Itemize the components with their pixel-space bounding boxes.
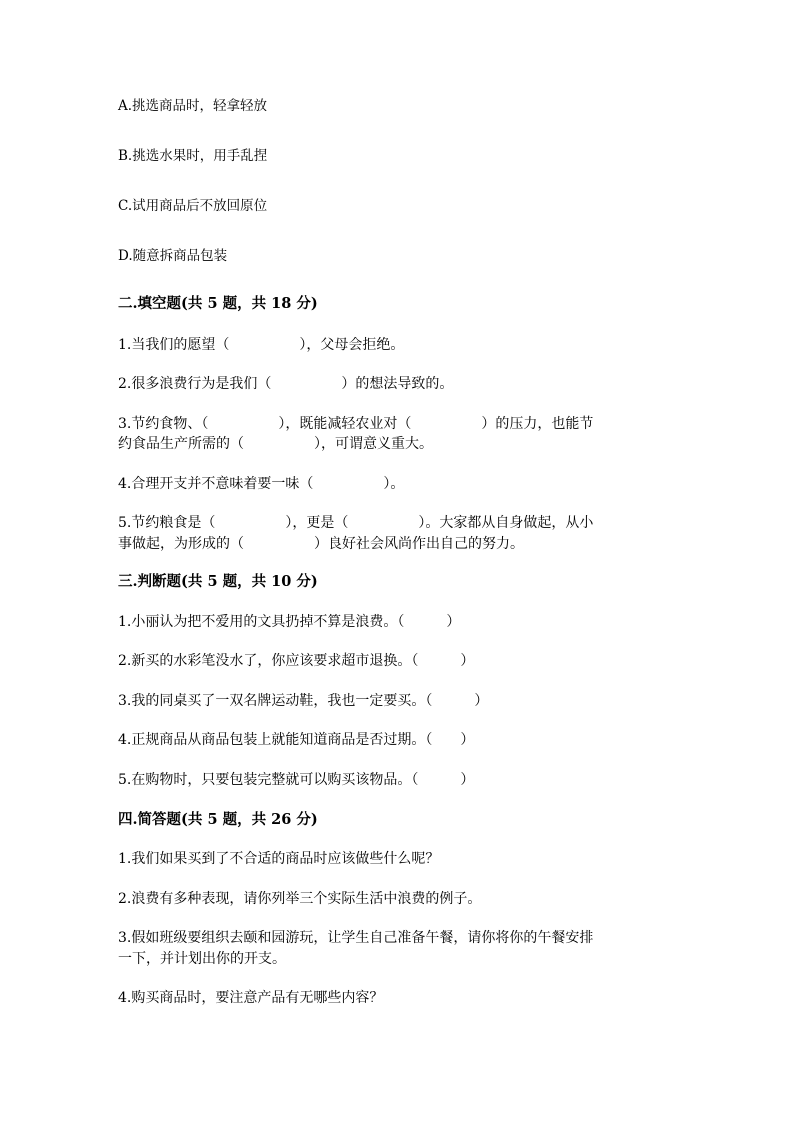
short-answer-question-1: 1.我们如果买到了不合适的商品时应该做些什么呢？ bbox=[118, 851, 440, 867]
fill-question-3-line-2: 约食品生产所需的（ ），可谓意义重大。 bbox=[118, 436, 433, 452]
fill-question-5-line-1: 5.节约粮食是（ ），更是（ ）。大家都从自身做起，从小 bbox=[118, 515, 594, 531]
judge-question-5: 5.在购物时，只要包装完整就可以购买该物品。（ ） bbox=[118, 772, 475, 788]
section-4-title: 四.简答题(共 5 题，共 26 分) bbox=[118, 811, 318, 828]
fill-question-4: 4.合理开支并不意味着要一味（ ）。 bbox=[118, 476, 405, 492]
fill-question-2: 2.很多浪费行为是我们（ ）的想法导致的。 bbox=[118, 376, 454, 392]
short-answer-question-2: 2.浪费有多种表现，请你列举三个实际生活中浪费的例子。 bbox=[118, 891, 482, 907]
option-d: D.随意拆商品包装 bbox=[118, 248, 228, 264]
fill-question-5-line-2: 事做起，为形成的（ ）良好社会风尚作出自己的努力。 bbox=[118, 536, 524, 552]
fill-question-3-line-1: 3.节约食物、（ ），既能减轻农业对（ ）的压力，也能节 bbox=[118, 416, 594, 432]
option-b: B.挑选水果时，用手乱捏 bbox=[118, 148, 268, 164]
option-a: A.挑选商品时，轻拿轻放 bbox=[118, 98, 268, 114]
short-answer-question-3-line-1: 3.假如班级要组织去颐和园游玩，让学生自己准备午餐，请你将你的午餐安排 bbox=[118, 930, 594, 946]
option-c: C.试用商品后不放回原位 bbox=[118, 198, 268, 214]
judge-question-4: 4.正规商品从商品包装上就能知道商品是否过期。（ ） bbox=[118, 732, 475, 748]
judge-question-3: 3.我的同桌买了一双名牌运动鞋，我也一定要买。（ ） bbox=[118, 693, 489, 709]
judge-question-2: 2.新买的水彩笔没水了，你应该要求超市退换。（ ） bbox=[118, 653, 475, 669]
section-3-title: 三.判断题(共 5 题，共 10 分) bbox=[118, 573, 318, 590]
section-2-title: 二.填空题(共 5 题，共 18 分) bbox=[118, 295, 318, 312]
short-answer-question-3-line-2: 一下，并计划出你的开支。 bbox=[118, 951, 286, 967]
short-answer-question-4: 4.购买商品时，要注意产品有无哪些内容？ bbox=[118, 990, 384, 1006]
fill-question-1: 1.当我们的愿望（ ），父母会拒绝。 bbox=[118, 337, 405, 353]
judge-question-1: 1.小丽认为把不爱用的文具扔掉不算是浪费。（ ） bbox=[118, 614, 461, 630]
